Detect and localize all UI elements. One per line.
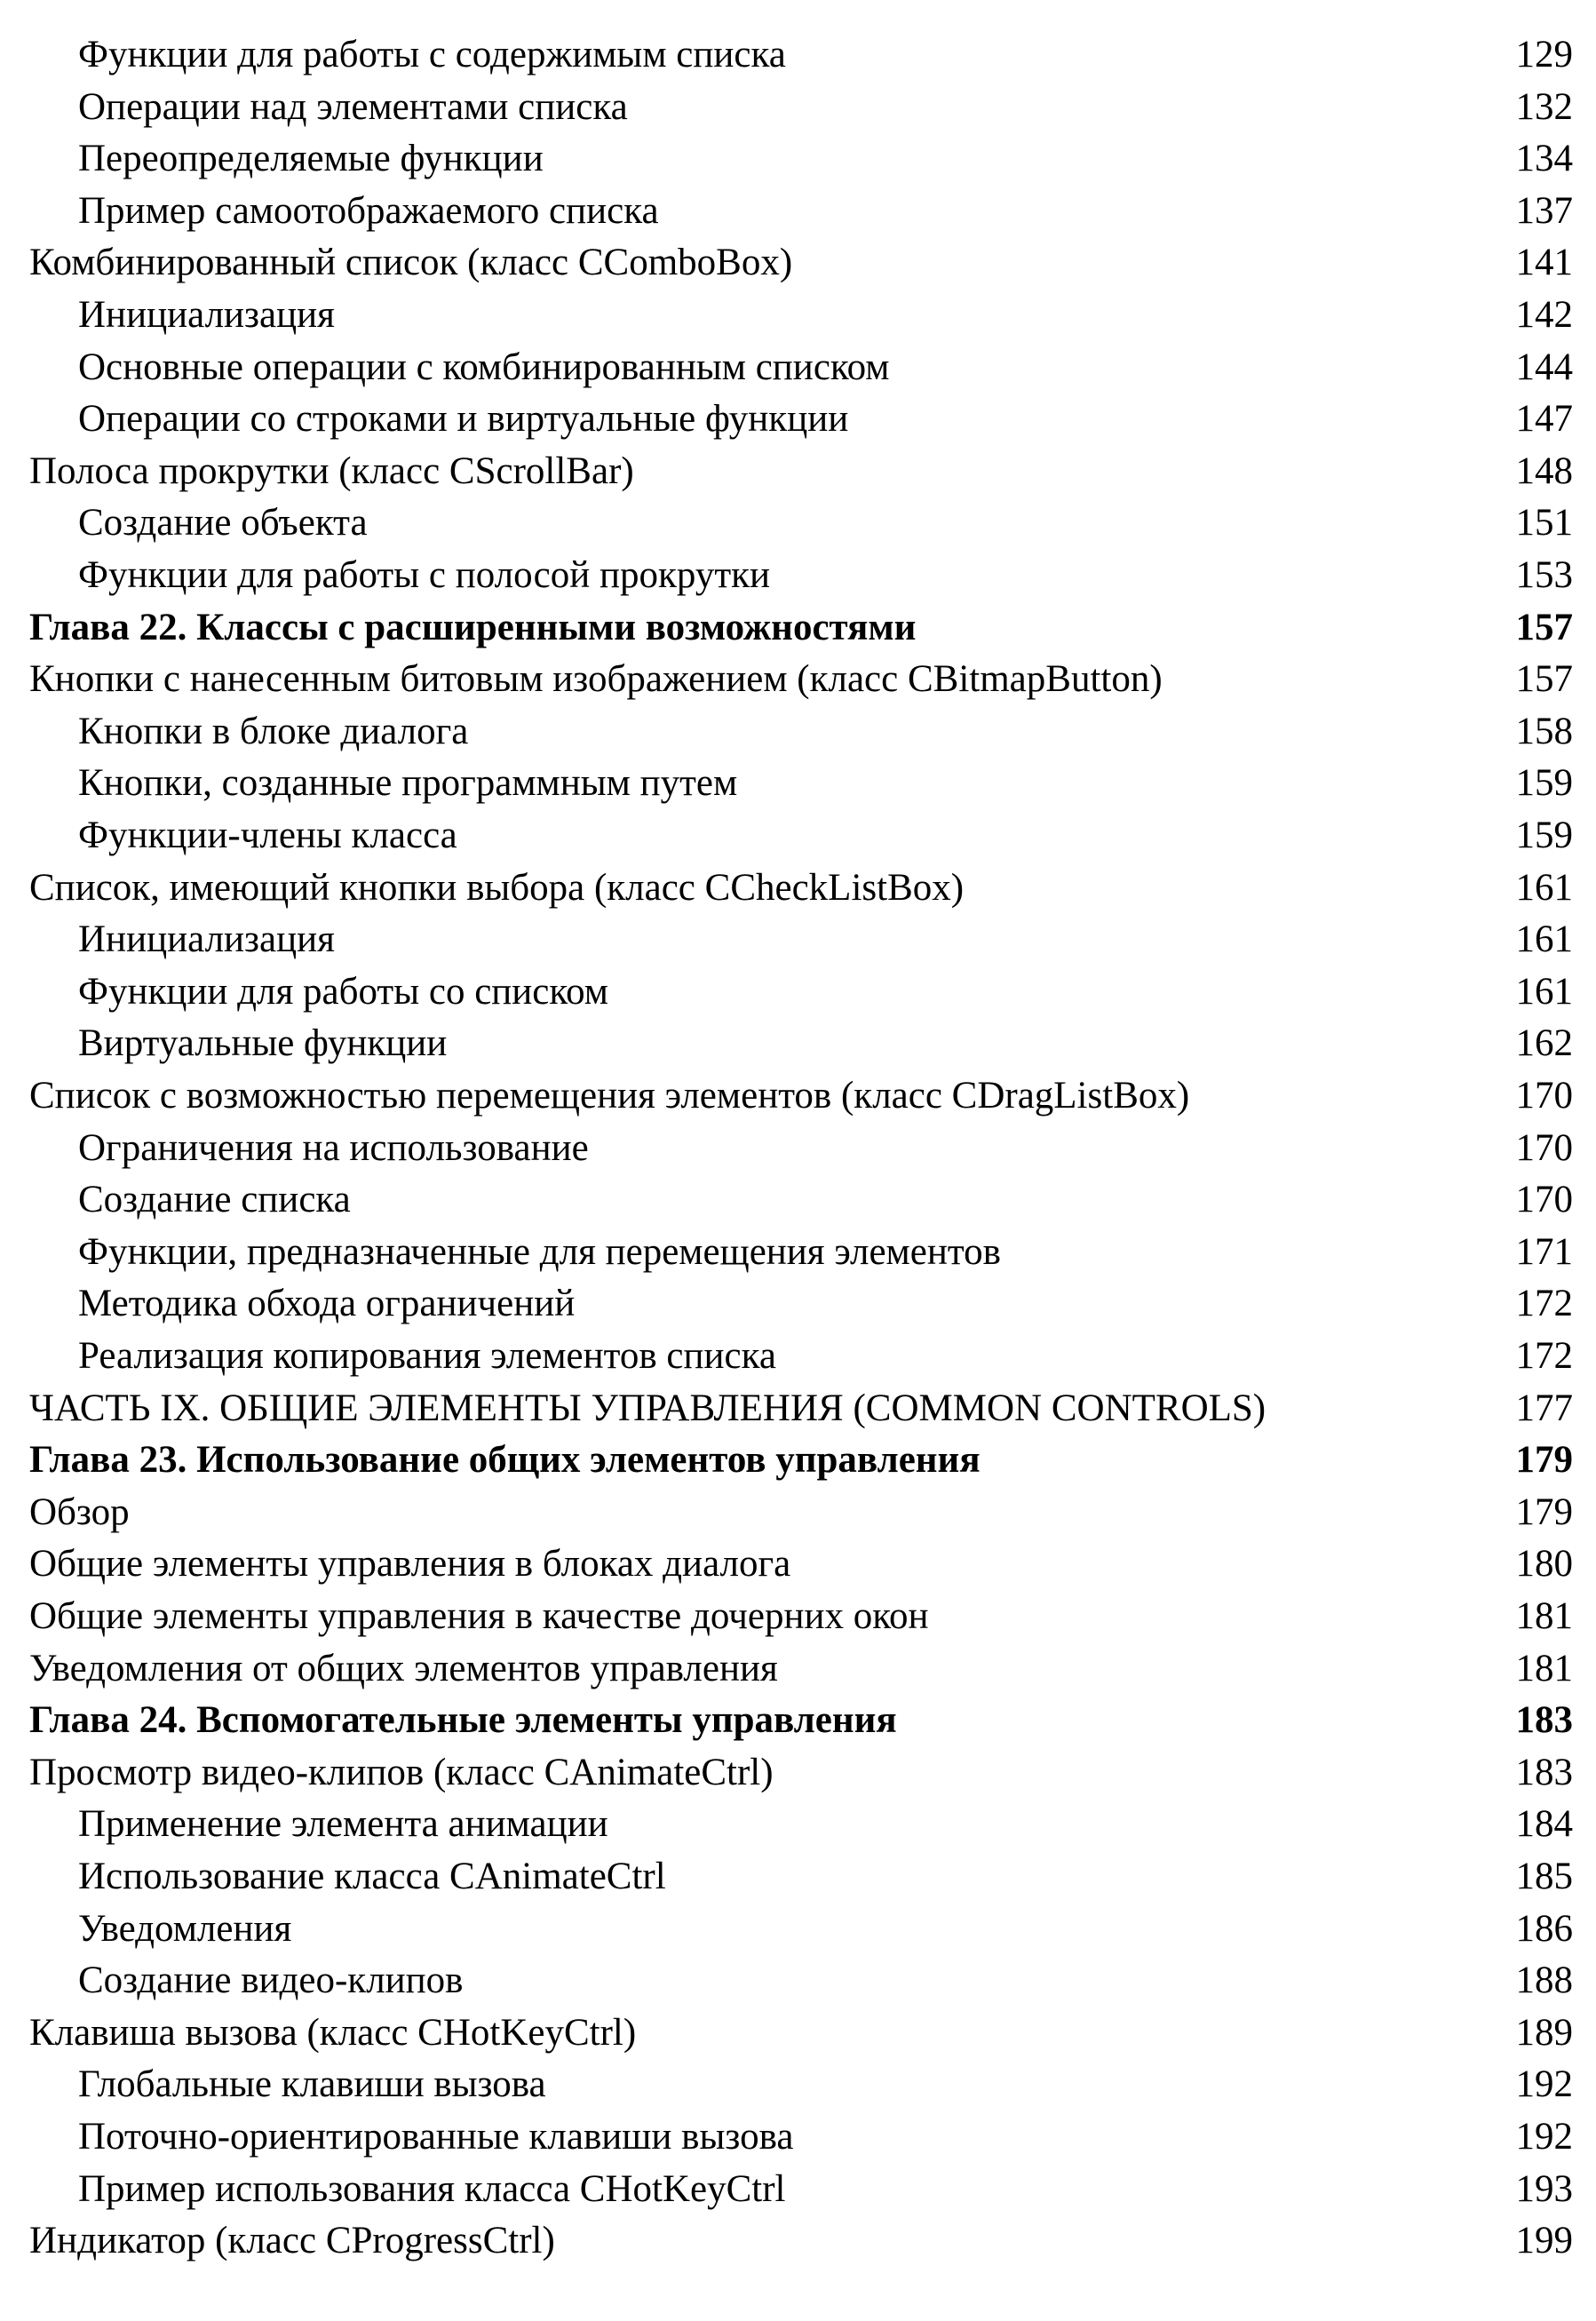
toc-page-number: 144 [1515, 346, 1573, 388]
toc-entry-row [0, 966, 1596, 1018]
toc-entry-row [0, 862, 1596, 914]
toc-entry-row [0, 1018, 1596, 1069]
toc-entry-title: Клавиша вызова (класс CHotKeyCtrl) [29, 2012, 637, 2054]
toc-entry-title: Функции для работы с содержимым списка [78, 34, 786, 76]
toc-entry-title: Инициализация [78, 294, 335, 336]
toc-entry-title: ЧАСТЬ IX. ОБЩИЕ ЭЛЕМЕНТЫ УПРАВЛЕНИЯ (COMMON CONTROLS) [29, 1387, 1266, 1429]
toc-page-number: 132 [1515, 86, 1573, 128]
toc-page-number: 142 [1515, 294, 1573, 336]
toc-entry-title: Ограничения на использование [78, 1127, 589, 1169]
toc-page-number: 147 [1515, 398, 1573, 440]
toc-entry-title: Пример самоотображаемого списка [78, 190, 659, 232]
toc-page-number: 179 [1515, 1491, 1573, 1533]
toc-page-number: 183 [1515, 1752, 1573, 1793]
toc-entry-row [0, 1174, 1596, 1226]
toc-entry-title: Операции над элементами списка [78, 86, 628, 128]
toc-page-number: 170 [1515, 1179, 1573, 1220]
toc-entry-title: Общие элементы управления в блоках диалога [29, 1543, 791, 1585]
toc-entry-title: Глобальные клавиши вызова [78, 2063, 546, 2105]
toc-entry-row [0, 1955, 1596, 2007]
toc-entry-title: Поточно-ориентированные клавиши вызова [78, 2116, 794, 2158]
toc-page-number: 158 [1515, 711, 1573, 752]
toc-entry-title: Список с возможностью перемещения элементов (класс CDragListBox) [29, 1075, 1190, 1117]
toc-page-number: 180 [1515, 1543, 1573, 1585]
toc-page-number: 192 [1515, 2116, 1573, 2158]
toc-entry-row [0, 1643, 1596, 1695]
toc-page-number: 161 [1515, 918, 1573, 960]
toc-entry-title: Создание объекта [78, 502, 368, 544]
toc-entry-title: Функции, предназначенные для перемещения элементов [78, 1231, 1001, 1273]
toc-entry-title: Глава 22. Классы с расширенными возможностями [29, 607, 917, 648]
toc-entry-row [0, 758, 1596, 809]
toc-entry-title: Список, имеющий кнопки выбора (класс CCheckListBox) [29, 867, 965, 909]
toc-entry-row [0, 1747, 1596, 1799]
toc-page-number: 161 [1515, 867, 1573, 909]
toc-page-number: 181 [1515, 1595, 1573, 1637]
toc-page-number: 153 [1515, 554, 1573, 596]
toc-chapter-row [0, 1435, 1596, 1486]
toc-entry-title: Полоса прокрутки (класс CScrollBar) [29, 450, 634, 492]
toc-entry-row [0, 29, 1596, 81]
toc-entry-row [0, 1227, 1596, 1278]
toc-page-number: 188 [1515, 1959, 1573, 2001]
toc-entry-title: Реализация копирования элементов списка [78, 1335, 776, 1377]
toc-entry-row [0, 2007, 1596, 2059]
toc-entry-title: Пример использования класса CHotKeyCtrl [78, 2168, 786, 2210]
toc-page-number: 129 [1515, 34, 1573, 76]
toc-entry-row [0, 290, 1596, 341]
toc-chapter-row [0, 602, 1596, 654]
toc-entry-row [0, 2059, 1596, 2110]
toc-page-number: 170 [1515, 1075, 1573, 1117]
toc-page-number: 148 [1515, 450, 1573, 492]
toc-part-row [0, 1383, 1596, 1435]
toc-entry-title: Обзор [29, 1491, 130, 1533]
toc-entry-title: Переопределяемые функции [78, 138, 544, 179]
toc-entry-title: Использование класса CAnimateCtrl [78, 1856, 666, 1897]
toc-entry-row [0, 186, 1596, 237]
toc-entry-row [0, 2164, 1596, 2215]
toc-entry-row [0, 1123, 1596, 1174]
toc-entry-row [0, 654, 1596, 705]
toc-entry-title: Применение элемента анимации [78, 1803, 608, 1845]
toc-chapter-row [0, 1695, 1596, 1746]
toc-entry-row [0, 1070, 1596, 1122]
toc-entry-title: Создание видео-клипов [78, 1959, 464, 2001]
toc-page-number: 161 [1515, 971, 1573, 1013]
toc-entry-row [0, 446, 1596, 497]
toc-entry-row [0, 393, 1596, 445]
toc-page-number: 170 [1515, 1127, 1573, 1169]
toc-page-number: 186 [1515, 1908, 1573, 1950]
toc-entry-title: Глава 24. Вспомогательные элементы управления [29, 1699, 897, 1741]
toc-page-number: 181 [1515, 1648, 1573, 1689]
toc-page-number: 177 [1515, 1387, 1573, 1429]
toc-entry-row [0, 2111, 1596, 2163]
toc-entry-row [0, 1331, 1596, 1382]
toc-page-number: 179 [1515, 1439, 1573, 1481]
toc-entry-title: Кнопки, созданные программным путем [78, 762, 738, 804]
toc-entry-row [0, 1591, 1596, 1642]
toc-entry-title: Общие элементы управления в качестве дочерних окон [29, 1595, 929, 1637]
toc-entry-row [0, 497, 1596, 549]
toc-entry-row [0, 2215, 1596, 2267]
toc-entry-title: Виртуальные функции [78, 1022, 448, 1064]
toc-page-number: 157 [1515, 607, 1573, 648]
toc-entry-title: Инициализация [78, 918, 335, 960]
toc-entry-title: Функции-члены класса [78, 815, 457, 856]
toc-entry-title: Глава 23. Использование общих элементов управления [29, 1439, 981, 1481]
toc-entry-title: Функции для работы с полосой прокрутки [78, 554, 771, 596]
toc-entry-title: Функции для работы со списком [78, 971, 608, 1013]
toc-page-number: 184 [1515, 1803, 1573, 1845]
toc-entry-title: Кнопки с нанесенным битовым изображением (класс CBitmapButton) [29, 658, 1163, 700]
toc-page-number: 193 [1515, 2168, 1573, 2210]
toc-page-number: 172 [1515, 1335, 1573, 1377]
toc-entry-row [0, 810, 1596, 862]
toc-entry-row [0, 550, 1596, 601]
toc-page-number: 134 [1515, 138, 1573, 179]
toc-page-number: 162 [1515, 1022, 1573, 1064]
toc-entry-title: Индикатор (класс CProgressCtrl) [29, 2220, 555, 2261]
toc-entry-row [0, 1904, 1596, 1955]
toc-page-number: 183 [1515, 1699, 1573, 1741]
toc-page-number: 137 [1515, 190, 1573, 232]
toc-entry-title: Операции со строками и виртуальные функции [78, 398, 849, 440]
toc-entry-title: Просмотр видео-клипов (класс CAnimateCtrl) [29, 1752, 774, 1793]
toc-entry-title: Создание списка [78, 1179, 351, 1220]
toc-entry-row [0, 1278, 1596, 1330]
toc-entry-title: Методика обхода ограничений [78, 1283, 576, 1324]
toc-page-number: 159 [1515, 762, 1573, 804]
toc-entry-row [0, 133, 1596, 185]
toc-page-number: 141 [1515, 242, 1573, 283]
toc-entry-row [0, 1487, 1596, 1538]
toc-entry-row [0, 914, 1596, 966]
toc-page-number: 189 [1515, 2012, 1573, 2054]
toc-entry-row [0, 82, 1596, 133]
toc-entry-title: Основные операции с комбинированным списком [78, 346, 890, 388]
toc-entry-row [0, 1799, 1596, 1850]
toc-entry-row [0, 342, 1596, 393]
toc-page-number: 199 [1515, 2220, 1573, 2261]
toc-entry-row [0, 706, 1596, 758]
toc-entry-row [0, 1538, 1596, 1590]
toc-page-number: 171 [1515, 1231, 1573, 1273]
toc-page-number: 172 [1515, 1283, 1573, 1324]
toc-page-number: 192 [1515, 2063, 1573, 2105]
toc-page-number: 159 [1515, 815, 1573, 856]
toc-page-number: 185 [1515, 1856, 1573, 1897]
toc-page-number: 151 [1515, 502, 1573, 544]
toc-page-number: 157 [1515, 658, 1573, 700]
toc-entry-title: Комбинированный список (класс CComboBox) [29, 242, 793, 283]
toc-entry-row [0, 237, 1596, 289]
toc-entry-title: Кнопки в блоке диалога [78, 711, 469, 752]
toc-entry-title: Уведомления от общих элементов управления [29, 1648, 778, 1689]
toc-entry-title: Уведомления [78, 1908, 292, 1950]
toc-entry-row [0, 1851, 1596, 1903]
